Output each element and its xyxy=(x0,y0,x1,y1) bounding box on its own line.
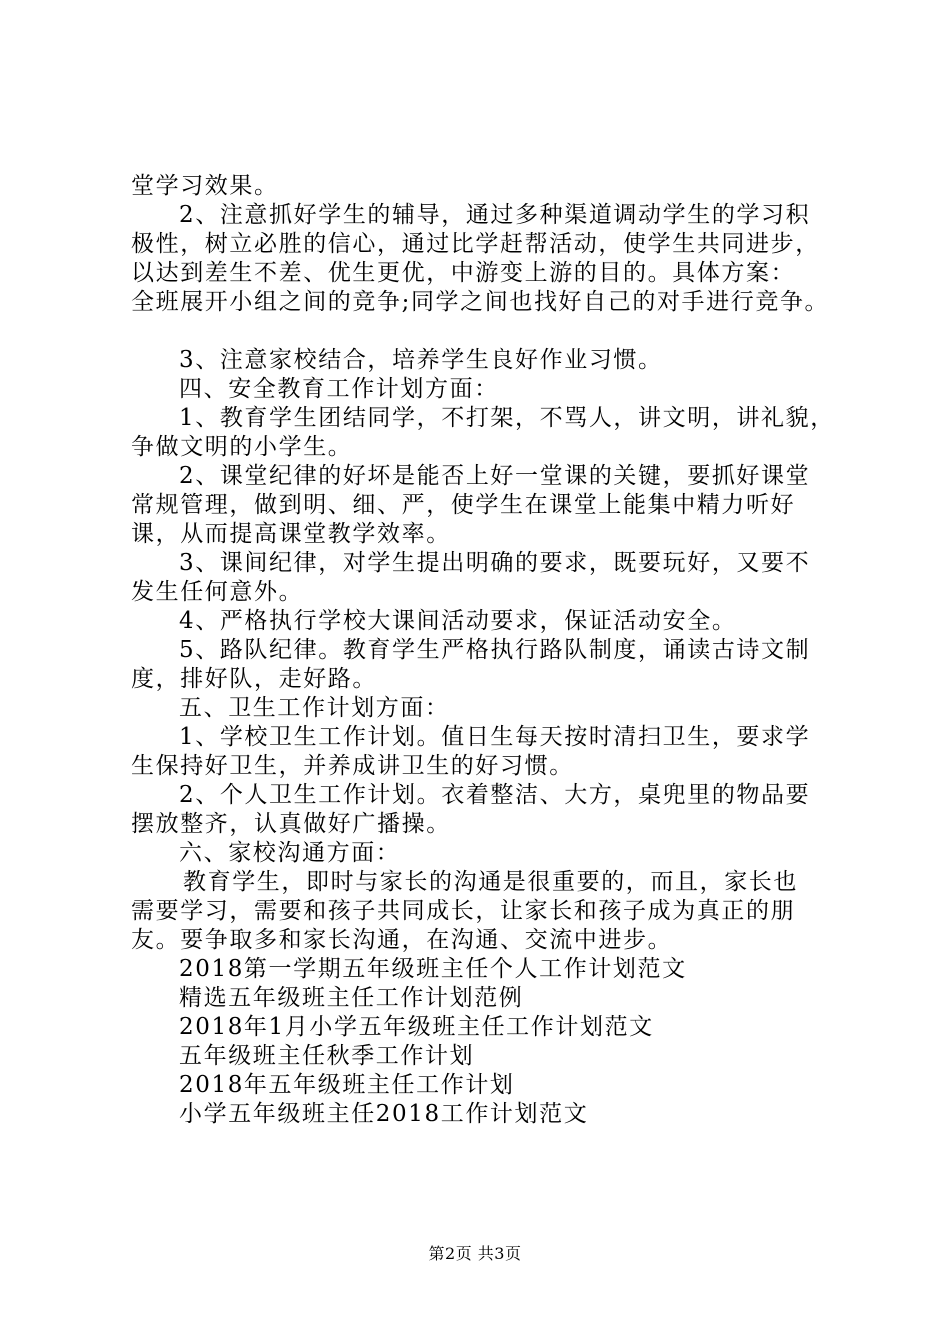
section-heading: 四、安全教育工作计划方面： xyxy=(179,376,499,402)
document-body xyxy=(131,172,843,1129)
paragraph-line: 2、课堂纪律的好坏是能否上好一堂课的关键，要抓好课堂 xyxy=(179,463,811,489)
page-number-footer: 第2页 共3页 xyxy=(428,1244,522,1263)
paragraph-line: 全班展开小组之间的竞争;同学之间也找好自己的对手进行竞争。 xyxy=(131,289,830,315)
paragraph-line: 需要学习，需要和孩子共同成长，让家长和孩子成为真正的朋 xyxy=(131,898,796,924)
paragraph-line: 度，排好队，走好路。 xyxy=(131,666,377,692)
related-article-link[interactable]: 2018年五年级班主任工作计划 xyxy=(179,1072,515,1098)
paragraph-line: 课，从而提高课堂教学效率。 xyxy=(131,521,451,547)
paragraph-line: 友。要争取多和家长沟通，在沟通、交流中进步。 xyxy=(131,927,673,953)
paragraph-line: 常规管理，做到明、细、严，使学生在课堂上能集中精力听好 xyxy=(131,492,796,518)
paragraph-line: 极性，树立必胜的信心，通过比学赶帮活动，使学生共同进步， xyxy=(131,231,820,257)
paragraph-line: 摆放整齐，认真做好广播操。 xyxy=(131,811,451,837)
paragraph-line: 3、注意家校结合，培养学生良好作业习惯。 xyxy=(179,347,663,373)
paragraph-line: 3、课间纪律，对学生提出明确的要求，既要玩好，又要不 xyxy=(179,550,811,576)
paragraph-line: 争做文明的小学生。 xyxy=(131,434,353,460)
paragraph-line: 5、路队纪律。教育学生严格执行路队制度，诵读古诗文制 xyxy=(179,637,811,663)
paragraph-line: 以达到差生不差、优生更优，中游变上游的目的。具体方案： xyxy=(131,260,796,286)
related-article-link[interactable]: 2018年1月小学五年级班主任工作计划范文 xyxy=(179,1014,654,1040)
paragraph-line: 1、教育学生团结同学，不打架，不骂人，讲文明，讲礼貌， xyxy=(179,405,835,431)
paragraph-line: 2、注意抓好学生的辅导，通过多种渠道调动学生的学习积 xyxy=(179,202,811,228)
paragraph-line: 2、个人卫生工作计划。衣着整洁、大方，桌兜里的物品要 xyxy=(179,782,811,808)
blank-line xyxy=(131,317,843,346)
paragraph-line: 发生任何意外。 xyxy=(131,579,304,605)
paragraph-line: 生保持好卫生，并养成讲卫生的好习惯。 xyxy=(131,753,574,779)
related-article-link[interactable]: 精选五年级班主任工作计划范例 xyxy=(179,985,524,1011)
paragraph-line: 4、严格执行学校大课间活动要求，保证活动安全。 xyxy=(179,608,737,634)
paragraph-line: 堂学习效果。 xyxy=(131,173,279,199)
paragraph-line: 1、学校卫生工作计划。值日生每天按时清扫卫生，要求学 xyxy=(179,724,811,750)
section-heading: 五、卫生工作计划方面： xyxy=(179,695,450,721)
related-article-link[interactable]: 小学五年级班主任2018工作计划范文 xyxy=(179,1101,589,1127)
related-article-link[interactable]: 2018第一学期五年级班主任个人工作计划范文 xyxy=(179,956,687,982)
paragraph-line: 教育学生，即时与家长的沟通是很重要的，而且，家长也 xyxy=(183,869,798,895)
related-article-link[interactable]: 五年级班主任秋季工作计划 xyxy=(179,1043,475,1069)
section-heading: 六、家校沟通方面： xyxy=(179,840,401,866)
